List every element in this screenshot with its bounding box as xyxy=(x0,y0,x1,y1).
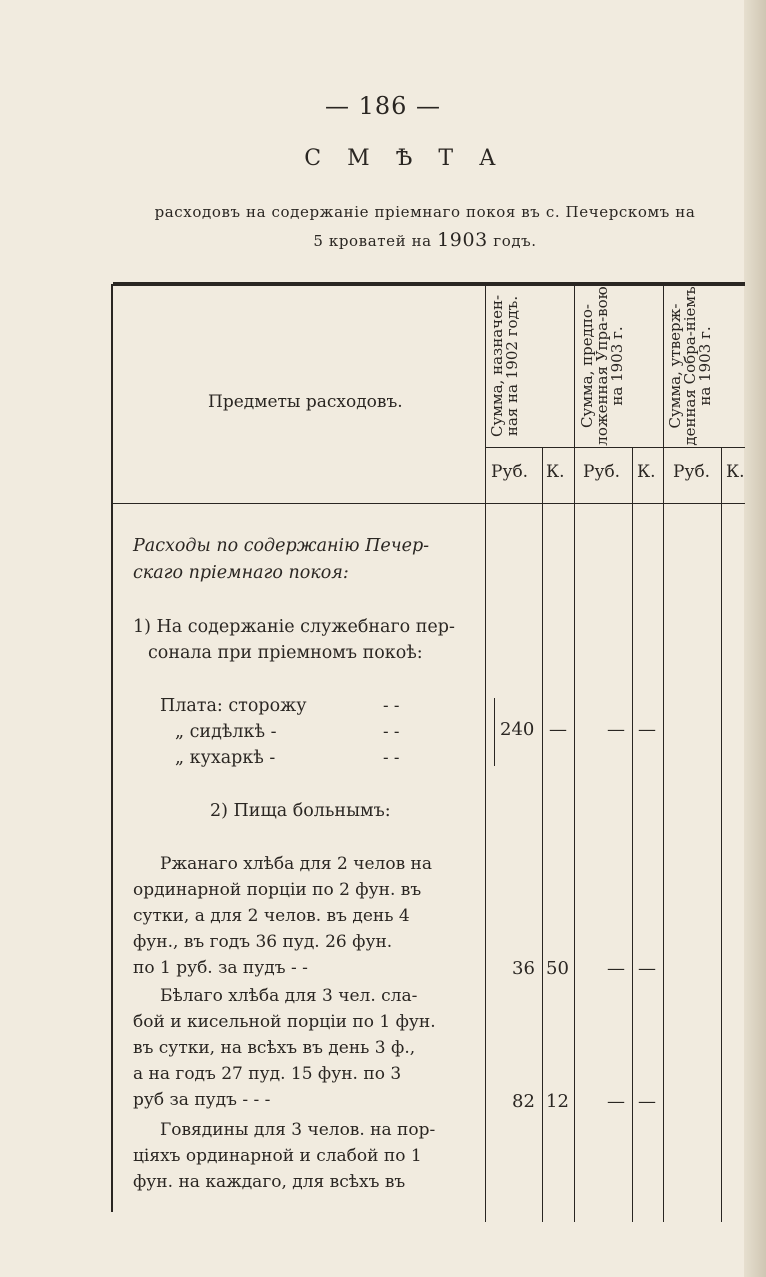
subtitle-line-2-text: 5 кроватей на xyxy=(313,232,432,250)
white-sum-kop: 12 xyxy=(546,1091,569,1112)
page-number: — 186 — xyxy=(324,92,442,120)
col-rule-3k xyxy=(721,447,722,1222)
white-line-4: а на годъ 27 пуд. 15 фун. по 3 xyxy=(133,1064,402,1084)
col3-rub-label: Руб. xyxy=(673,462,711,482)
col1-kop-label: К. xyxy=(546,462,565,482)
rye-line-3: сутки, а для 2 челов. въ день 4 xyxy=(133,906,410,926)
table-top-rule xyxy=(113,282,745,286)
item1-line-2: сонала при пріемномъ покоѣ: xyxy=(148,643,423,663)
pay-col2-kop: — xyxy=(638,719,656,740)
pay-row-cook: „ кухаркѣ - xyxy=(175,748,276,768)
pay-row-nurse: „ сидѣлкѣ - xyxy=(175,722,277,742)
rye-line-1: Ржанаго хлѣба для 2 челов на xyxy=(160,854,433,874)
col-rule-2 xyxy=(574,284,575,1222)
rye-line-4: фун., въ годъ 36 пуд. 26 фун. xyxy=(133,932,393,952)
col2-rub-label: Руб. xyxy=(583,462,621,482)
unit-row-rule xyxy=(485,447,745,448)
rye-line-5: по 1 руб. за пудъ - - xyxy=(133,958,308,978)
pay-dashes-3: - - xyxy=(383,748,400,767)
col3-kop-label: К. xyxy=(726,462,745,482)
table-header-rule xyxy=(113,503,745,504)
beef-line-2: ціяхъ ординарной и слабой по 1 xyxy=(133,1146,422,1166)
col-rule-3 xyxy=(663,284,664,1222)
white-line-5: руб за пудъ - - - xyxy=(133,1090,271,1110)
pay-dashes-1: - - xyxy=(383,696,400,715)
white-sum-rub: 82 xyxy=(512,1091,535,1112)
subtitle-line-1: расходовъ на содержаніе пріемнаго покоя въ с. Печерскомъ на xyxy=(154,203,696,221)
col1-rub-label: Руб. xyxy=(491,462,529,482)
section-title-line-2: скаго пріемнаго покоя: xyxy=(133,563,349,583)
rye-line-2: ординарной порціи по 2 фун. въ xyxy=(133,880,422,900)
white-line-1: Бѣлаго хлѣба для 3 чел. сла- xyxy=(160,986,418,1006)
rye-sum-rub: 36 xyxy=(512,958,535,979)
item2-title: 2) Пища больнымъ: xyxy=(210,801,391,821)
pay-brace xyxy=(494,698,495,766)
subjects-header: Предметы расходовъ. xyxy=(208,392,403,412)
pay-sum-rub: 240 xyxy=(500,719,535,740)
subtitle-line-2-end: годъ. xyxy=(493,232,537,250)
pay-sum-kop: — xyxy=(549,719,567,740)
table-left-rule xyxy=(111,284,113,1212)
beef-line-3: фун. на каждаго, для всѣхъ въ xyxy=(133,1172,406,1192)
rye-col2-rub: — xyxy=(607,958,625,979)
rye-sum-kop: 50 xyxy=(546,958,569,979)
col-rule-1 xyxy=(485,284,486,1222)
subtitle-year: 1903 xyxy=(437,229,488,251)
beef-line-1: Говядины для 3 челов. на пор- xyxy=(160,1120,436,1140)
white-line-3: въ сутки, на всѣхъ въ день 3 ф., xyxy=(133,1038,416,1058)
col3-header: Сумма, утверж-денная Собра-ніемъ на 1903 г. xyxy=(666,286,714,446)
pay-col2-rub: — xyxy=(607,719,625,740)
section-title-line-1: Расходы по содержанію Печер- xyxy=(133,536,430,556)
rye-col2-kop: — xyxy=(638,958,656,979)
item1-line-1: 1) На содержаніе служебнаго пер- xyxy=(133,617,455,637)
col2-kop-label: К. xyxy=(637,462,656,482)
pay-dashes-2: - - xyxy=(383,722,400,741)
white-col2-rub: — xyxy=(607,1091,625,1112)
white-col2-kop: — xyxy=(638,1091,656,1112)
col-rule-1k xyxy=(542,447,543,1222)
col2-header: Сумма, предпо-ложенная Упра-вою на 1903 г. xyxy=(578,286,626,446)
pay-row-watchman: Плата: сторожу xyxy=(160,696,307,716)
col-rule-2k xyxy=(632,447,633,1222)
white-line-2: бой и кисельной порціи по 1 фун. xyxy=(133,1012,436,1032)
document-title: СМѢТА xyxy=(304,146,522,171)
col1-header: Сумма, назначен-ная на 1902 годъ. xyxy=(488,294,521,438)
